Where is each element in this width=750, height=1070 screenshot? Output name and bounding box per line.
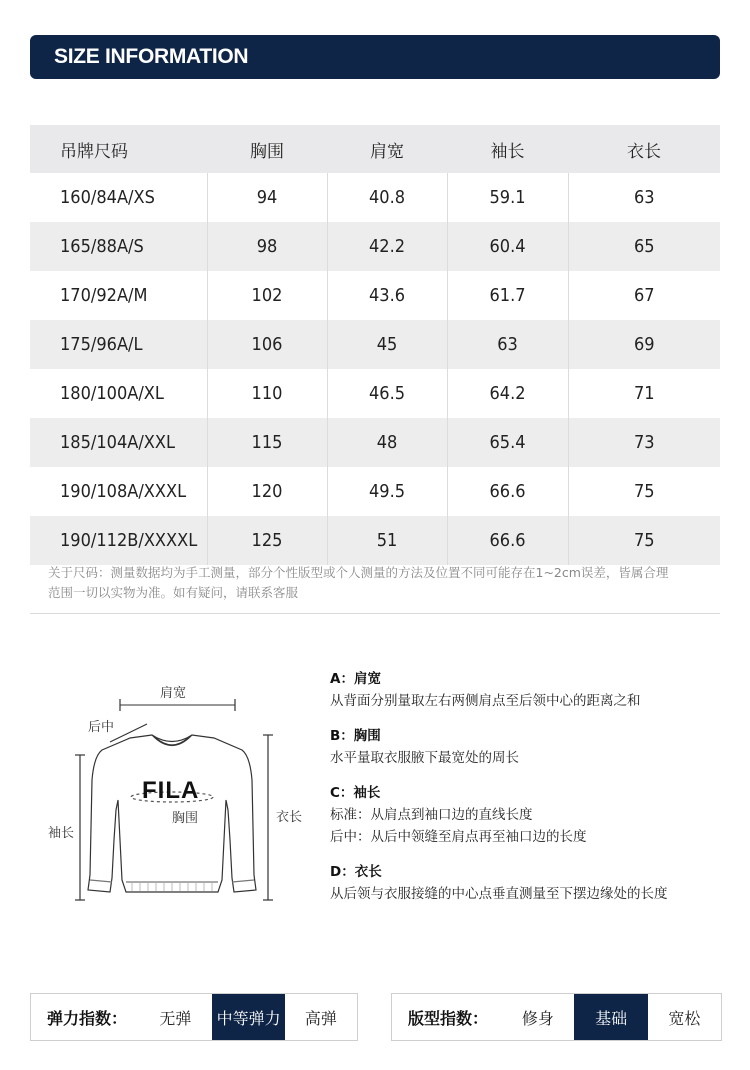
label-sleeve: 袖长 — [48, 826, 75, 841]
measure-title: B：胸围 — [330, 728, 381, 744]
chest-cell: 102 — [207, 271, 327, 320]
length-cell: 69 — [568, 320, 720, 369]
measure-b — [330, 725, 730, 769]
column-header: 吊牌尺码 — [30, 125, 207, 173]
shoulder-cell: 45 — [327, 320, 447, 369]
table-row — [30, 418, 720, 467]
length-cell: 67 — [568, 271, 720, 320]
label-chest: 胸围 — [172, 811, 199, 826]
column-header: 胸围 — [207, 125, 327, 173]
size-cell: 190/112B/XXXXL — [30, 516, 207, 565]
elasticity-index — [30, 993, 358, 1041]
shoulder-cell: 48 — [327, 418, 447, 467]
sleeve-cell: 64.2 — [447, 369, 568, 418]
measure-a — [330, 668, 730, 712]
sleeve-cell: 60.4 — [447, 222, 568, 271]
size-cell: 160/84A/XS — [60, 187, 155, 208]
table-row — [30, 173, 720, 222]
measure-title: A：肩宽 — [330, 671, 381, 687]
fit-title: 版型指数： — [408, 1008, 489, 1028]
label-length: 衣长 — [276, 810, 303, 825]
note-line: 范围一切以实物为准。如有疑问，请联系客服 — [48, 585, 299, 600]
note-line: 关于尺码：测量数据均为手工测量，部分个性版型或个人测量的方法及位置不同可能存在1~2cm误差，皆属合理 — [48, 565, 669, 580]
fit-option-slim[interactable]: 修身 — [521, 1008, 554, 1028]
measure-desc: 从后领与衣服接缝的中心点垂直测量至下摆边缘处的长度 — [330, 886, 668, 902]
fit-option-loose[interactable]: 宽松 — [668, 1008, 701, 1028]
length-cell: 73 — [568, 418, 720, 467]
size-cell: 175/96A/L — [30, 320, 207, 369]
shoulder-cell: 49.5 — [327, 467, 447, 516]
fit-index — [391, 993, 722, 1041]
size-cell: 170/92A/M — [60, 285, 148, 306]
chest-cell: 98 — [207, 222, 327, 271]
size-cell: 165/88A/S — [30, 222, 207, 271]
sleeve-cell: 65.4 — [447, 418, 568, 467]
measure-desc: 后中：从后中领缝至肩点再至袖口边的长度 — [330, 829, 587, 845]
size-note — [48, 563, 728, 603]
sleeve-cell: 59.1 — [447, 173, 568, 222]
column-header: 袖长 — [447, 125, 568, 173]
column-header: 衣长 — [568, 125, 720, 173]
chest-cell: 115 — [207, 418, 327, 467]
table-header-row — [30, 125, 720, 173]
shoulder-cell: 40.8 — [327, 173, 447, 222]
elasticity-option-none[interactable]: 无弹 — [159, 1008, 192, 1028]
measure-desc: 水平量取衣服腋下最宽处的周长 — [330, 750, 519, 766]
table-row — [30, 369, 720, 418]
chest-cell: 106 — [207, 320, 327, 369]
sleeve-cell: 61.7 — [447, 271, 568, 320]
size-cell: 180/100A/XL — [60, 383, 164, 404]
measure-desc: 从背面分别量取左右两侧肩点至后领中心的距离之和 — [330, 693, 641, 709]
fila-logo: FILA — [142, 777, 200, 804]
elasticity-title: 弹力指数： — [47, 1008, 128, 1028]
table-row — [30, 222, 720, 271]
column-header: 肩宽 — [327, 125, 447, 173]
chest-cell: 125 — [207, 516, 327, 565]
chest-cell: 110 — [207, 369, 327, 418]
label-back-center: 后中 — [88, 720, 115, 735]
label-shoulder: 肩宽 — [160, 686, 187, 701]
sleeve-cell: 66.6 — [447, 467, 568, 516]
size-table — [30, 125, 720, 565]
sweater-diagram — [40, 660, 320, 920]
measure-title: D：衣长 — [330, 864, 382, 880]
measure-d — [330, 861, 730, 905]
shoulder-cell: 42.2 — [327, 222, 447, 271]
elasticity-option-medium[interactable]: 中等弹力 — [212, 994, 284, 1040]
length-cell: 75 — [568, 467, 720, 516]
measure-descriptions — [330, 668, 730, 918]
elasticity-option-high[interactable]: 高弹 — [304, 1008, 337, 1028]
chest-cell: 94 — [207, 173, 327, 222]
chest-cell: 120 — [207, 467, 327, 516]
fit-option-regular[interactable]: 基础 — [574, 994, 647, 1040]
size-cell: 185/104A/XXL — [30, 418, 207, 467]
shoulder-cell: 51 — [327, 516, 447, 565]
size-cell: 190/108A/XXXL — [60, 481, 187, 502]
length-cell: 65 — [568, 222, 720, 271]
sleeve-cell: 63 — [447, 320, 568, 369]
shoulder-cell: 43.6 — [327, 271, 447, 320]
header-bar — [30, 35, 720, 79]
measure-c — [330, 782, 730, 848]
measure-title: C：袖长 — [330, 785, 381, 801]
shoulder-cell: 46.5 — [327, 369, 447, 418]
table-row — [30, 516, 720, 565]
length-cell: 63 — [568, 173, 720, 222]
page-title: SIZE INFORMATION — [54, 45, 249, 68]
sleeve-cell: 66.6 — [447, 516, 568, 565]
length-cell: 75 — [568, 516, 720, 565]
table-row — [30, 320, 720, 369]
length-cell: 71 — [568, 369, 720, 418]
divider — [30, 613, 720, 614]
measure-desc: 标准：从肩点到袖口边的直线长度 — [330, 807, 533, 823]
table-row — [30, 271, 720, 320]
table-row — [30, 467, 720, 516]
